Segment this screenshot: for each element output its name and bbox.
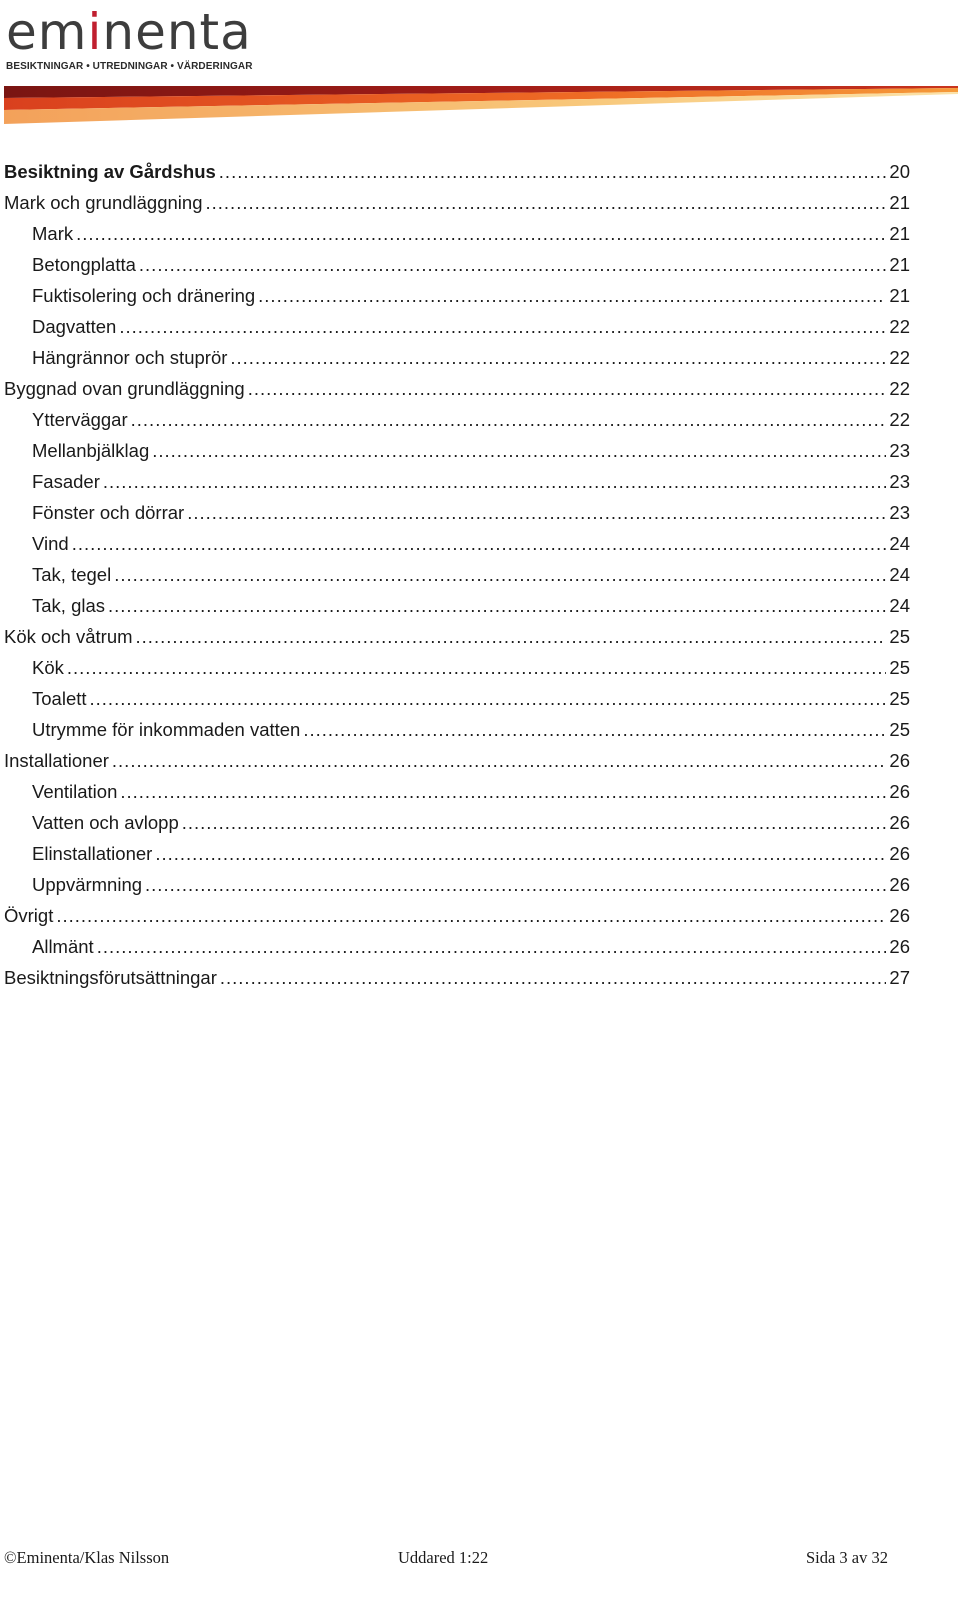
toc-entry[interactable] bbox=[4, 187, 910, 218]
toc-dot-leader bbox=[67, 652, 887, 683]
toc-entry-page: 21 bbox=[889, 254, 910, 275]
toc-dot-leader bbox=[220, 962, 887, 993]
page-footer bbox=[4, 1548, 888, 1572]
logo-text-accent: i bbox=[87, 3, 103, 61]
toc-dot-leader bbox=[182, 807, 887, 838]
toc-dot-leader bbox=[145, 869, 886, 900]
toc-dot-leader bbox=[112, 745, 887, 776]
toc-dot-leader bbox=[206, 187, 887, 218]
toc-entry-page: 21 bbox=[889, 192, 910, 213]
toc-entry-page: 23 bbox=[889, 502, 910, 523]
toc-entry-title: Fasader bbox=[32, 471, 100, 492]
toc-entry[interactable] bbox=[4, 156, 910, 187]
toc-entry-title: Vatten och avlopp bbox=[32, 812, 179, 833]
toc-entry-title: Tak, glas bbox=[32, 595, 106, 616]
toc-entry[interactable] bbox=[4, 435, 910, 466]
toc-dot-leader bbox=[187, 497, 886, 528]
toc-entry-page: 21 bbox=[889, 285, 910, 306]
header-banner bbox=[4, 86, 958, 130]
toc-entry[interactable] bbox=[4, 218, 910, 249]
logo-tagline: BESIKTNINGAR • UTREDNINGAR • VÄRDERINGAR bbox=[6, 61, 253, 72]
eminenta-logo bbox=[6, 3, 253, 74]
toc-entry-title: Mark bbox=[32, 223, 74, 244]
toc-dot-leader bbox=[230, 342, 886, 373]
toc-entry-page: 26 bbox=[889, 750, 910, 771]
toc-entry-page: 22 bbox=[889, 378, 910, 399]
toc-entry-page: 26 bbox=[889, 905, 910, 926]
toc-entry-title: Ventilation bbox=[32, 781, 118, 802]
toc-entry-title: Tak, tegel bbox=[32, 564, 112, 585]
toc-entry-title: Toalett bbox=[32, 688, 87, 709]
toc-entry-title: Uppvärmning bbox=[32, 874, 143, 895]
toc-entry[interactable] bbox=[4, 714, 910, 745]
toc-entry-title: Besiktningsförutsättningar bbox=[4, 967, 217, 988]
toc-entry[interactable] bbox=[4, 559, 910, 590]
toc-entry[interactable] bbox=[4, 838, 910, 869]
toc-dot-leader bbox=[303, 714, 886, 745]
toc-entry[interactable] bbox=[4, 962, 910, 993]
toc-entry-page: 22 bbox=[889, 347, 910, 368]
footer-property: Uddared 1:22 bbox=[398, 1548, 489, 1567]
toc-dot-leader bbox=[114, 559, 886, 590]
toc-entry-page: 22 bbox=[889, 409, 910, 430]
toc-dot-leader bbox=[258, 280, 886, 311]
toc-entry[interactable] bbox=[4, 652, 910, 683]
toc-entry-page: 26 bbox=[889, 936, 910, 957]
toc-entry-title: Allmänt bbox=[32, 936, 94, 957]
toc-entry[interactable] bbox=[4, 497, 910, 528]
toc-entry-page: 25 bbox=[889, 657, 910, 678]
toc-entry-title: Vind bbox=[32, 533, 69, 554]
toc-entry-page: 26 bbox=[889, 843, 910, 864]
toc-entry-page: 24 bbox=[889, 533, 910, 554]
toc-entry-page: 24 bbox=[889, 595, 910, 616]
logo-text-part: nenta bbox=[102, 3, 252, 61]
toc-entry-page: 22 bbox=[889, 316, 910, 337]
toc-entry[interactable] bbox=[4, 807, 910, 838]
toc-dot-leader bbox=[136, 621, 887, 652]
toc-entry[interactable] bbox=[4, 683, 910, 714]
toc-entry-title: Fuktisolering och dränering bbox=[32, 285, 256, 306]
toc-entry-page: 26 bbox=[889, 781, 910, 802]
toc-entry[interactable] bbox=[4, 869, 910, 900]
toc-entry[interactable] bbox=[4, 590, 910, 621]
toc-entry-title: Betongplatta bbox=[32, 254, 136, 275]
toc-entry-title: Övrigt bbox=[4, 905, 54, 926]
toc-dot-leader bbox=[155, 838, 886, 869]
toc-dot-leader bbox=[108, 590, 886, 621]
toc-entry[interactable] bbox=[4, 404, 910, 435]
table-of-contents bbox=[4, 156, 910, 993]
toc-entry-title: Fönster och dörrar bbox=[32, 502, 185, 523]
toc-entry[interactable] bbox=[4, 342, 910, 373]
toc-entry-page: 26 bbox=[889, 874, 910, 895]
logo-text-part: em bbox=[6, 3, 88, 61]
toc-entry[interactable] bbox=[4, 900, 910, 931]
toc-dot-leader bbox=[72, 528, 887, 559]
toc-dot-leader bbox=[56, 900, 886, 931]
toc-dot-leader bbox=[90, 683, 887, 714]
toc-dot-leader bbox=[119, 311, 886, 342]
toc-entry-page: 25 bbox=[889, 688, 910, 709]
toc-entry[interactable] bbox=[4, 373, 910, 404]
toc-entry[interactable] bbox=[4, 931, 910, 962]
toc-entry-title: Utrymme för inkommaden vatten bbox=[32, 719, 301, 740]
toc-entry-title: Dagvatten bbox=[32, 316, 117, 337]
toc-dot-leader bbox=[120, 776, 886, 807]
toc-dot-leader bbox=[152, 435, 886, 466]
toc-dot-leader bbox=[219, 156, 887, 187]
toc-entry-page: 25 bbox=[889, 626, 910, 647]
toc-entry-title: Mellanbjälklag bbox=[32, 440, 150, 461]
toc-entry-title: Installationer bbox=[4, 750, 109, 771]
toc-entry-page: 26 bbox=[889, 812, 910, 833]
toc-entry[interactable] bbox=[4, 466, 910, 497]
toc-entry[interactable] bbox=[4, 249, 910, 280]
toc-entry-title: Elinstallationer bbox=[32, 843, 153, 864]
toc-entry-title: Kök och våtrum bbox=[4, 626, 133, 647]
toc-entry-page: 27 bbox=[889, 967, 910, 988]
toc-dot-leader bbox=[76, 218, 886, 249]
toc-entry-page: 23 bbox=[889, 471, 910, 492]
footer-page-number: Sida 3 av 32 bbox=[805, 1548, 888, 1567]
toc-entry-page: 24 bbox=[889, 564, 910, 585]
toc-dot-leader bbox=[248, 373, 887, 404]
toc-dot-leader bbox=[139, 249, 887, 280]
toc-entry[interactable] bbox=[4, 311, 910, 342]
toc-entry-page: 23 bbox=[889, 440, 910, 461]
toc-entry[interactable] bbox=[4, 745, 910, 776]
toc-entry[interactable] bbox=[4, 621, 910, 652]
toc-entry-title: Besiktning av Gårdshus bbox=[4, 161, 216, 182]
toc-entry-page: 20 bbox=[889, 161, 910, 182]
toc-entry-page: 25 bbox=[889, 719, 910, 740]
toc-entry-title: Ytterväggar bbox=[32, 409, 128, 430]
toc-entry-page: 21 bbox=[889, 223, 910, 244]
toc-dot-leader bbox=[103, 466, 887, 497]
toc-entry[interactable] bbox=[4, 528, 910, 559]
logo-wordmark bbox=[6, 4, 252, 60]
toc-entry[interactable] bbox=[4, 776, 910, 807]
toc-entry-title: Kök bbox=[32, 657, 64, 678]
footer-copyright: ©Eminenta/Klas Nilsson bbox=[4, 1548, 170, 1567]
toc-dot-leader bbox=[97, 931, 887, 962]
toc-entry[interactable] bbox=[4, 280, 910, 311]
toc-entry-title: Mark och grundläggning bbox=[4, 192, 203, 213]
toc-entry-title: Byggnad ovan grundläggning bbox=[4, 378, 245, 399]
toc-entry-title: Hängrännor och stuprör bbox=[32, 347, 228, 368]
toc-dot-leader bbox=[131, 404, 887, 435]
